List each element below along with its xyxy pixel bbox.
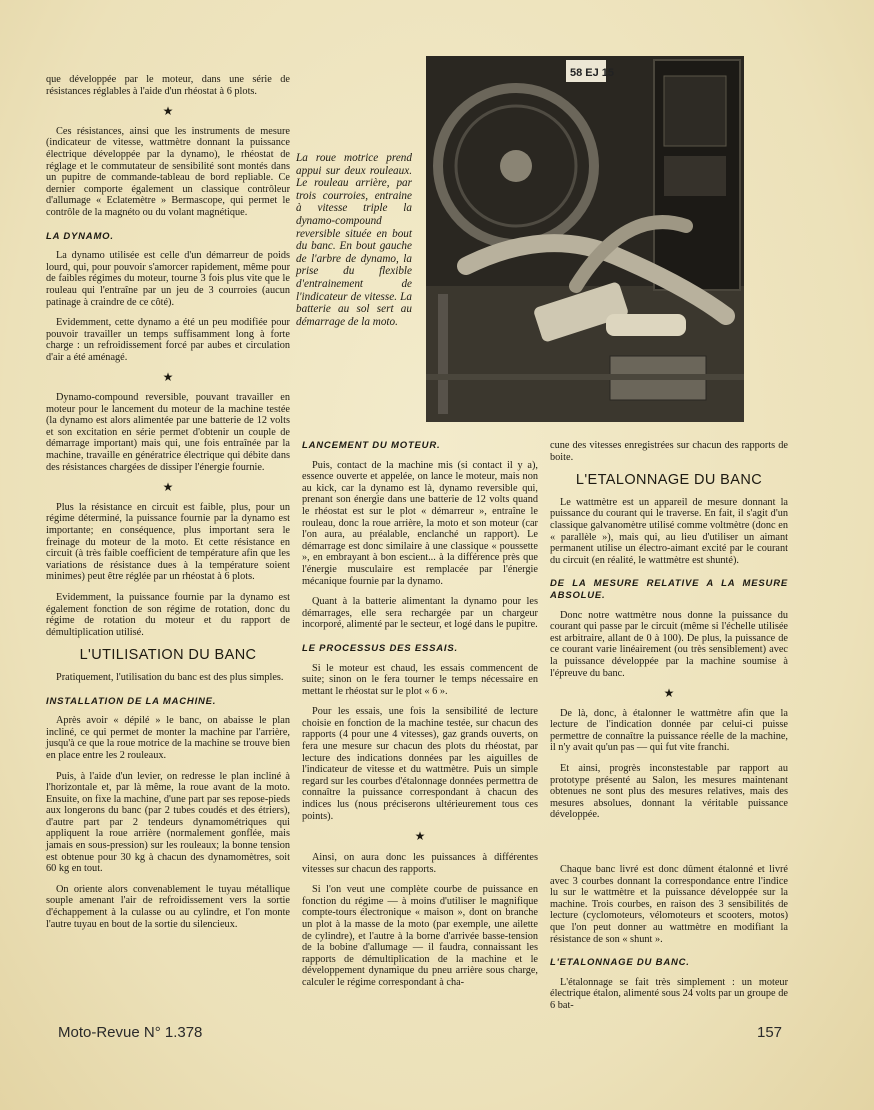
paragraph: Le wattmètre est un appareil de mesure donnant la puissance du courant qui le traverse. En fait, il s'agit d'un classique galvanomètre utilisé comme voltmètre (donc en « parallèle »), mais qui, au lieu d'utiliser un aimant permanent utilise un électro-aimant excité par le courant du circuit (en réalité, le wattmètre est shunté).: [550, 496, 788, 566]
paragraph: Plus la résistance en circuit est faible, plus, pour un régime déterminé, la puissance fournie par la dynamo est importante; en conséquence, plus important sera le freinage du moteur de la moto. Et cette résistance en circuit (à très faible coefficient de température afin que les variations de résistance dues à la température soient minimes) peut être réglée par un rhéostat à 6 plots.: [46, 501, 290, 583]
paragraph: De là, donc, à étalonner le wattmètre afin que la lecture de l'indication donnée par celui-ci puisse permettre de connaître la puissance réelle de la machine, il n'y avait qu'un pas — qui fut vite franchi.: [550, 707, 788, 754]
star-icon: ★: [414, 829, 426, 844]
star-icon: ★: [162, 370, 174, 385]
paragraph: Puis, à l'aide d'un levier, on redresse le plan incliné à l'horizontale et, par là même, la roue avant de la moto. Ensuite, on fixe la machine, d'une part par ses repose-pieds aux longerons du banc (par 2 tubes coudés et des étriers), d'autre part par 2 tendeurs dynamométriques qui appliquent la roue arrière (normalement gonflée, mais jamais en sous-pression) sur les rouleaux; la bonne tension est obtenue pour 30 kg à chacun des dynamomètres, soit 60 kg en tout.: [46, 770, 290, 875]
section-heading: LANCEMENT DU MOTEUR.: [302, 440, 441, 451]
page-number: 157: [757, 1024, 783, 1041]
paragraph: Ainsi, on aura donc les puissances à différentes vitesses sur chacun des rapports.: [302, 852, 538, 875]
paragraph: Après avoir « dépilé » le banc, on abaisse le plan incliné, ce qui permet de monter la machine par l'arrière, jusqu'à ce que la roue motrice de la machine se trouve bien en place entre les 2 rouleaux.: [46, 715, 290, 761]
section-title: L'ETALONNAGE DU BANC: [575, 472, 763, 489]
photo-caption: La roue motrice prend appui sur deux rouleaux. Le rouleau arrière, par trois courroies, entraine à vitesse triple la dynamo-compound reversible située en bout du banc. En bout gauche de l'arbre de dynamo, la prise du flexible d'entrainement de l'indicateur de vitesse. La batterie au sol sert au démarrage de la moto.: [296, 152, 412, 328]
paragraph: Si le moteur est chaud, les essais commencent de suite; sinon on le fera tourner le temps nécessaire en mettant le rhéostat sur le plot « 6 ».: [302, 662, 538, 697]
paragraph: que développée par le moteur, dans une série de résistances réglables à l'aide d'un rhéostat à 6 plots.: [46, 74, 290, 97]
plate-text: 58 EJ 15: [570, 67, 615, 79]
column-middle-bottom: [302, 852, 538, 998]
column-left: [46, 74, 290, 939]
column-middle: [302, 440, 538, 851]
star-icon: ★: [663, 686, 675, 701]
paragraph: Dynamo-compound reversible, pouvant travailler en moteur pour le lancement du moteur de la machine testée (la dynamo est alors alimentée par une batterie de 12 volts et son excitation en série permet d'obtenir un couple de démarrage important) mais qui, une fois entraînée par la machine, travaille en génératrice électrique qui débite dans des résistances chargées de dissiper l'énergie fournie.: [46, 392, 290, 473]
paragraph: La dynamo utilisée est celle d'un démarreur de poids lourd, qui, pour pouvoir s'amorcer rapidement, même pour de faibles régimes du moteur, tourne 3 fois plus vite que le rouleau qui l'entraîne par un jeu de 3 courroies (aucun patinage à craindre de ce côté).: [46, 250, 290, 308]
section-title: L'UTILISATION DU BANC: [79, 647, 257, 664]
section-heading: LA DYNAMO.: [46, 230, 114, 242]
section-heading: LE PROCESSUS DES ESSAIS.: [302, 642, 458, 654]
paragraph: Evidemment, la puissance fournie par la dynamo est également fonction de son régime de rotation, donc du régime de rotation du moteur et du rapport de démultiplication utilisé.: [46, 591, 290, 638]
column-right-bottom: [550, 864, 788, 1021]
paragraph: Puis, contact de la machine mis (si contact il y a), essence ouverte et appelée, on lance le moteur, mais non au kick, car la dynamo est là, dynamo reversible qui, prenant son énergie dans une batterie de 12 volts quand le rhéostat est sur le plot « démarreur », entraîne le rouleau, donc la roue arrière, la moto et son moteur (car l'on aura, au préalable, enclanché un rapport). Le démarrage est donc similaire à une classique « poussette », en embrayant à bon escient... à la différence près que l'énergie musculaire est remplacée par l'énergie mécanique fournie par la dynamo.: [302, 459, 538, 587]
magazine-issue: Moto-Revue N° 1.378: [58, 1024, 203, 1041]
section-heading: INSTALLATION DE LA MACHINE.: [46, 695, 217, 707]
paragraph: Et ainsi, progrès inconstestable par rapport au prototype présenté au Salon, les mesures maintenant obtenues ne sont plus des mesures relatives, mais des mesures absolues, donnant la véritable puissance développée.: [550, 763, 788, 821]
paragraph: L'étalonnage se fait très simplement : un moteur électrique étalon, alimenté sous 24 volts par un groupe de 6 bat-: [550, 976, 788, 1011]
paragraph: On oriente alors convenablement le tuyau métallique souple amenant l'air de refroidissement vers la sortie d'échappement à la culasse ou au cylindre, et l'on monte l'autre tuyau en bout de la sortie du silencieux.: [46, 883, 290, 930]
paragraph: Quant à la batterie alimentant la dynamo pour les démarrages, elle sera rechargée par un chargeur incorporé, alimenté par le secteur, et logé dans le pupitre.: [302, 596, 538, 631]
paragraph: Chaque banc livré est donc dûment étalonné et livré avec 3 courbes donnant la correspondance entre l'indice lu sur le wattmètre et la puissance développée sur la machine. Trois courbes, en raison des 3 sensibilités de lecture (cyclomoteurs, vélomoteurs et scooters, motos) que l'on peut donner au wattmètre en modifiant la résistance de son « shunt ».: [550, 864, 788, 945]
section-heading: L'ETALONNAGE DU BANC.: [550, 957, 690, 969]
column-right: [550, 440, 788, 830]
section-heading: DE LA MESURE RELATIVE A LA MESURE ABSOLUE.: [550, 578, 788, 601]
bench-photo: [426, 56, 744, 422]
star-icon: ★: [162, 480, 174, 495]
paragraph: cune des vitesses enregistrées sur chacun des rapports de boite.: [550, 440, 788, 463]
paragraph: Evidemment, cette dynamo a été un peu modifiée pour pouvoir travailler un temps suffisamment long à forte charge : un refroidissement forcé par aubes et circulation d'air a été aménagé.: [46, 317, 290, 363]
paragraph: Ces résistances, ainsi que les instruments de mesure (indicateur de vitesse, wattmètre donnant la puissance électrique développée par la dynamo), le rhéostat de réglage et le commutateur de sensibilité sont montés dans un pupitre de commande-tableau de bord repliable. Ce dernier comporte également un classique contrôleur d'allumage « Eclatemètre » Bermascope, qui permet le contrôle de la magnéto ou du volant magnétique.: [46, 125, 290, 218]
star-icon: ★: [162, 104, 174, 119]
paragraph: Pour les essais, une fois la sensibilité de lecture choisie en fonction de la machine testée, sur chacun des rapports (4 pour une 4 vitesses), gaz grands ouverts, on fera une mesure sur chacun des plots du rhéostat, par lecture des indications données par les aiguilles de l'indicateur de vitesse et du wattmètre. Puis un simple regard sur les courbes d'étalonnage données permettra de connaître la puissance correspondant à chacun des indices lus (nous préciserons ultérieurement tous ces points).: [302, 706, 538, 822]
paragraph: Pratiquement, l'utilisation du banc est des plus simples.: [56, 671, 284, 683]
paragraph: Si l'on veut une complète courbe de puissance en fonction du régime — à moins d'utiliser le magnifique compte-tours électronique « maison », dont on branche un plot à la masse de la moto (par exemple, une ailette de cylindre), et l'autre à la borne d'arrivée basse-tension de la bobine d'allumage — il faudra, connaissant les rapports de démultiplication de la machine et le développement dynamique du pneu arrière sous charge, calculer le régime correspondant à cha-: [302, 884, 538, 988]
paragraph: Donc notre wattmètre nous donne la puissance du courant qui passe par le circuit (même si l'échelle utilisée est arbitraire, allant de 0 à 100). De plus, la puissance de ce courant varie linéairement (ou très sensiblement) avec la puissance développée par la machine soumise à l'épreuve du banc.: [550, 609, 788, 679]
